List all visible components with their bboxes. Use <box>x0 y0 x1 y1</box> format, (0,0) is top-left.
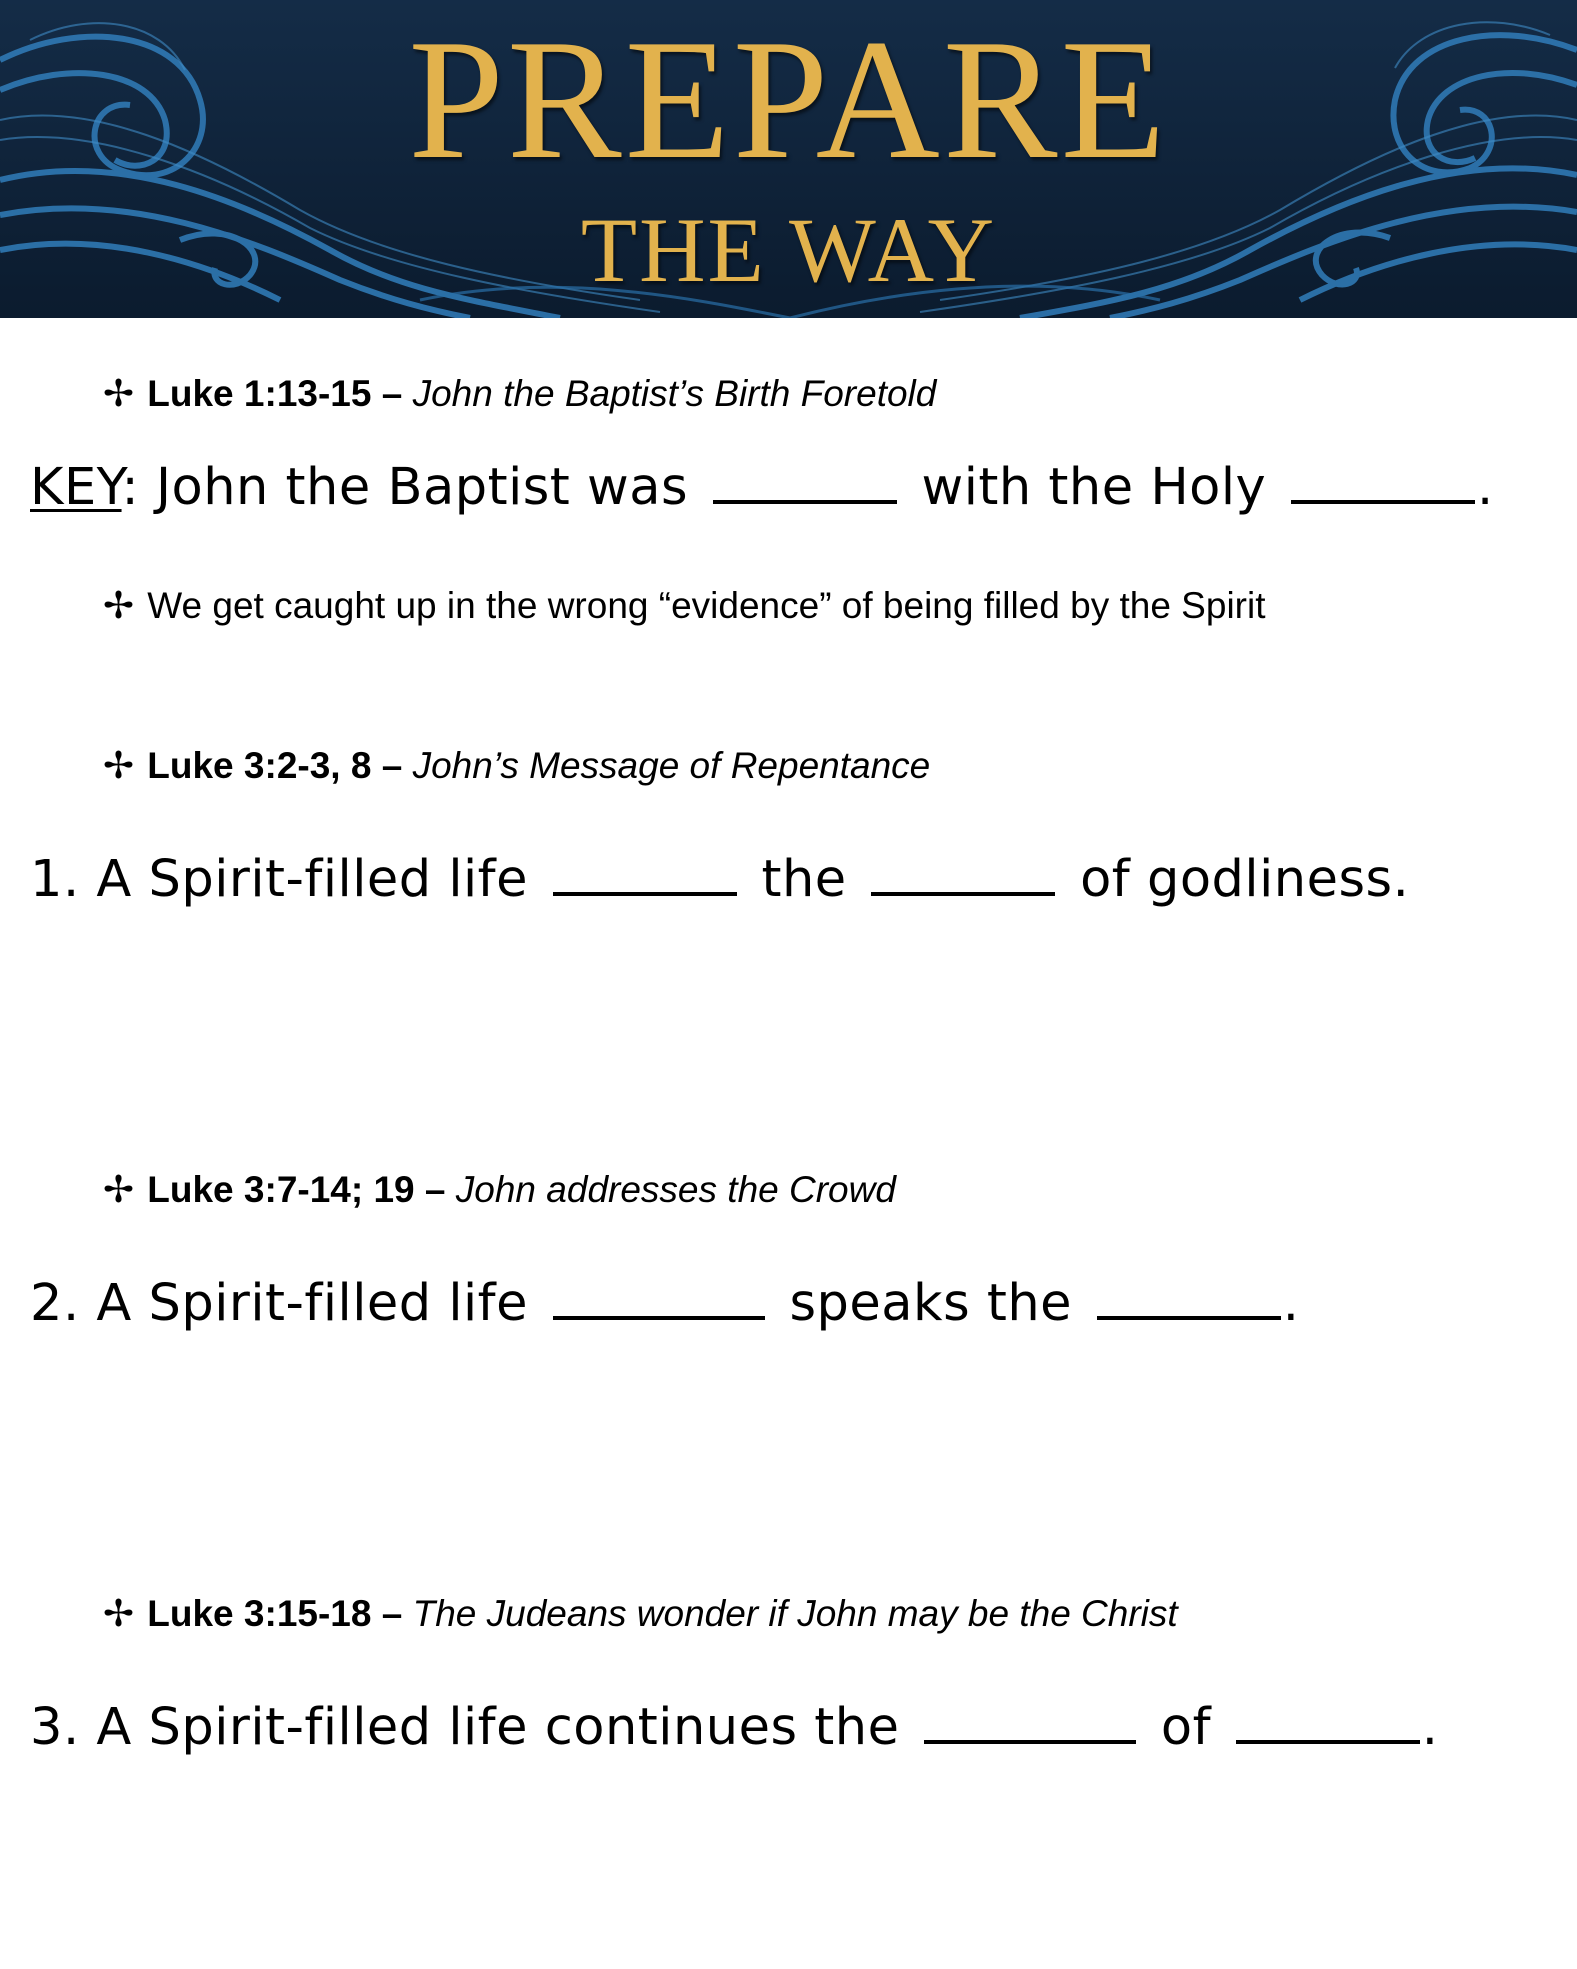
cross-bullet-icon: ✢ <box>103 1593 135 1634</box>
reference-description: John’s Message of Repentance <box>412 745 931 786</box>
cross-bullet-icon: ✢ <box>103 373 135 414</box>
banner-subtitle: THE WAY <box>580 199 997 301</box>
point-text-3: of godliness. <box>1080 850 1410 909</box>
key-text-end: . <box>1476 458 1494 517</box>
note-line <box>103 584 1265 628</box>
fill-in-blank[interactable] <box>553 848 737 896</box>
key-statement <box>30 456 1494 520</box>
point-2 <box>30 1272 1300 1336</box>
cross-bullet-icon: ✢ <box>103 1169 135 1210</box>
reference-citation: Luke 3:2-3, 8 <box>147 745 372 786</box>
point-text-end: . <box>1421 1698 1439 1757</box>
reference-citation: Luke 3:7-14; 19 <box>147 1169 415 1210</box>
reference-citation: Luke 1:13-15 <box>147 373 372 414</box>
point-3 <box>30 1696 1439 1760</box>
banner-title: PREPARE <box>408 5 1169 195</box>
scripture-reference-2 <box>103 744 930 788</box>
point-text-1: 2. A Spirit-filled life <box>30 1274 529 1333</box>
reference-description: John addresses the Crowd <box>455 1169 896 1210</box>
fill-in-blank[interactable] <box>871 848 1055 896</box>
scripture-reference-1 <box>103 372 936 416</box>
reference-dash: – <box>371 373 413 414</box>
key-colon: : <box>121 458 140 517</box>
fill-in-blank[interactable] <box>1097 1272 1281 1320</box>
header-banner <box>0 0 1577 318</box>
cross-bullet-icon: ✢ <box>103 745 135 786</box>
scripture-reference-4 <box>103 1592 1178 1636</box>
point-1 <box>30 848 1409 912</box>
point-text-end: . <box>1282 1274 1300 1333</box>
cross-bullet-icon: ✢ <box>103 585 135 626</box>
point-text-1: 1. A Spirit-filled life <box>30 850 529 909</box>
key-label: KEY <box>30 458 122 517</box>
point-text-2: speaks the <box>789 1274 1073 1333</box>
fill-in-blank[interactable] <box>1291 456 1475 504</box>
key-text-1: John the Baptist was <box>139 458 689 517</box>
reference-description: John the Baptist’s Birth Foretold <box>412 373 937 414</box>
scripture-reference-3 <box>103 1168 896 1212</box>
fill-in-blank[interactable] <box>924 1696 1136 1744</box>
fill-in-blank[interactable] <box>1236 1696 1420 1744</box>
fill-in-blank[interactable] <box>713 456 897 504</box>
note-text: We get caught up in the wrong “evidence” of being filled by the Spirit <box>147 585 1266 626</box>
point-text-1: 3. A Spirit-filled life continues the <box>30 1698 900 1757</box>
reference-citation: Luke 3:15-18 <box>147 1593 372 1634</box>
key-text-2: with the Holy <box>921 458 1267 517</box>
point-text-2: of <box>1160 1698 1212 1757</box>
reference-dash: – <box>371 745 413 786</box>
fill-in-blank[interactable] <box>553 1272 765 1320</box>
reference-dash: – <box>414 1169 456 1210</box>
reference-description: The Judeans wonder if John may be the Christ <box>412 1593 1178 1634</box>
point-text-2: the <box>761 850 847 909</box>
reference-dash: – <box>371 1593 413 1634</box>
